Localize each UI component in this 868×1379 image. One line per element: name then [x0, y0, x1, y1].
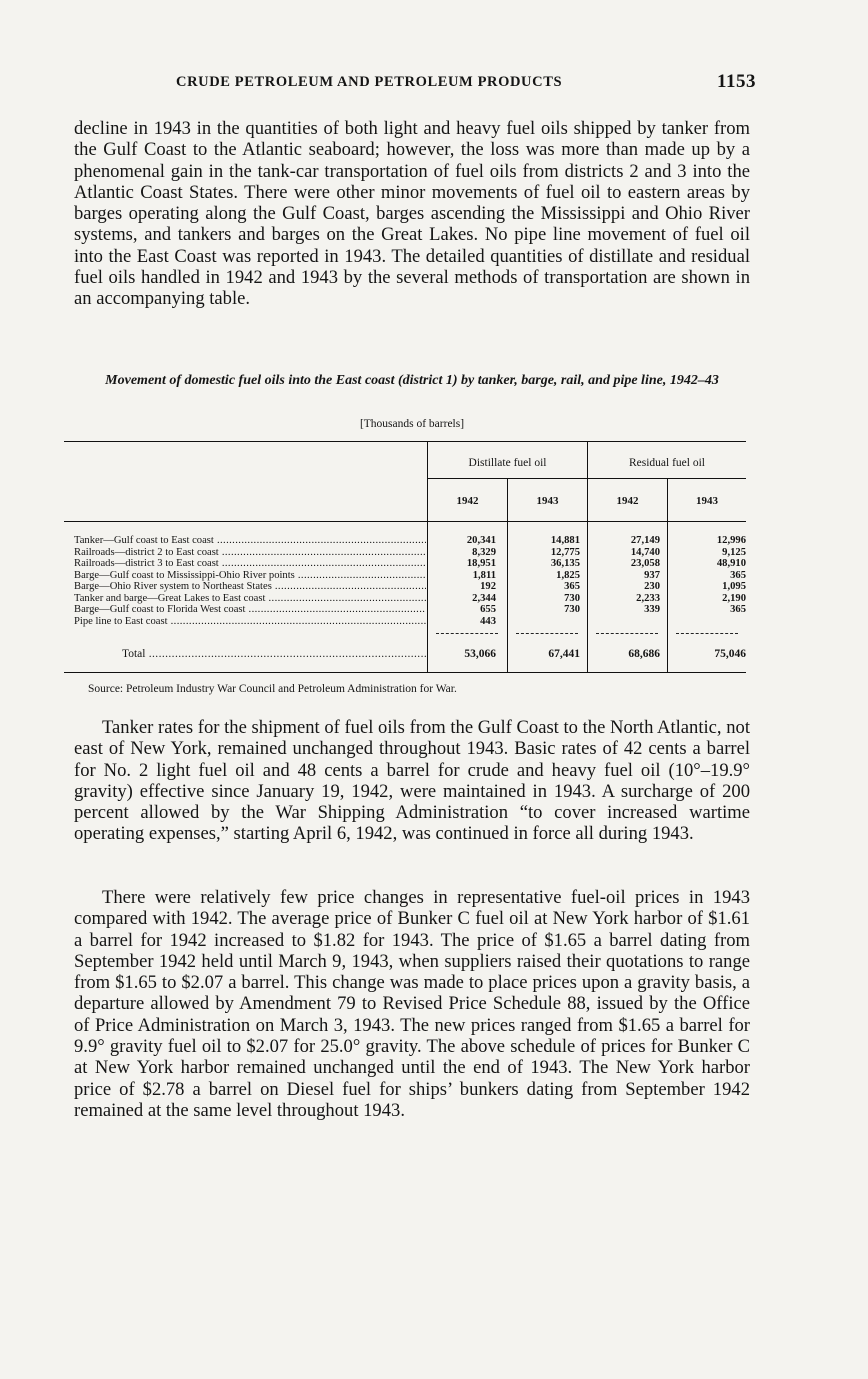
- cell-value: 27,149: [630, 535, 660, 546]
- table-units: [Thousands of barrels]: [359, 418, 465, 430]
- total-rule: [436, 633, 498, 634]
- cell-value: 365: [730, 569, 746, 581]
- total-rule: [676, 633, 738, 634]
- fuel-oil-movement-table: [64, 441, 746, 673]
- table-row: [74, 581, 746, 593]
- year-header-distillate-1943: 1943: [536, 495, 559, 507]
- table-row: [74, 616, 746, 628]
- cell-value: 339: [644, 604, 660, 615]
- cell-value: 655: [480, 604, 496, 615]
- total-value: 68,686: [628, 648, 660, 660]
- body-paragraph-2: Tanker rates for the shipment of fuel oils from the Gulf Coast to the North Atlantic, not east of New York, remained unchanged throughout 1943. Basic rates of 42 cents a barrel for No. 2 light fuel oil and 48 cents a barrel for crude and heavy fuel oil (10°–19.9° gravity) effective since January 19, 1942, were maintained in 1943. A surcharge of 200 percent allowed by the War Shipping Administration “to cover increased wartime operating expenses,” starting April 6, 1942, was continued in force all during 1943.: [74, 717, 750, 845]
- body-paragraph-1: decline in 1943 in the quantities of both light and heavy fuel oils shipped by tanker from the Gulf Coast to the Atlantic seaboard; however, the loss was more than made up by a phenomenal gain in the tank-car transportation of fuel oils from districts 2 and 3 into the Atlantic Coast States. There were other minor movements of fuel oil to eastern areas by barges operating along the Gulf Coast, barges ascending the Mississippi and Ohio River systems, and tankers and barges on the Great Lakes. No pipe line movement of fuel oil into the East Coast was reported in 1943. The detailed quantities of distillate and residual fuel oils handled in 1942 and 1943 by the several methods of transportation are shown in an accompanying table.: [74, 118, 750, 310]
- table-bottom-rule: [64, 672, 746, 673]
- total-rule: [516, 633, 578, 634]
- row-label: Railroads—district 3 to East coast .....: [74, 558, 426, 570]
- cell-value: 14,881: [550, 535, 580, 546]
- total-value: 67,441: [548, 648, 580, 660]
- cell-value: 12,775: [550, 546, 580, 558]
- group-header-distillate: Distillate fuel oil: [468, 457, 547, 469]
- cell-value: 1,825: [556, 569, 580, 581]
- table-row: [74, 535, 746, 547]
- table-caption: Movement of domestic fuel oils into the East coast (district 1) by tanker, barge, rail, and pipe line, 1942–43: [105, 373, 719, 388]
- cell-value: 2,233: [636, 592, 660, 604]
- year-header-residual-1942: 1942: [616, 495, 639, 507]
- cell-value: 12,996: [716, 535, 746, 546]
- cell-value: 23,058: [630, 558, 660, 569]
- year-header-distillate-1942: 1942: [456, 495, 479, 507]
- cell-value: 9,125: [722, 546, 746, 558]
- row-label: Tanker and barge—Great Lakes to East coast .....: [74, 593, 426, 605]
- table-row: [74, 558, 746, 570]
- cell-value: 937: [644, 569, 660, 581]
- cell-value: 20,341: [466, 535, 496, 546]
- row-label: Barge—Gulf coast to Florida West coast .....: [74, 604, 426, 616]
- table-source-note: Source: Petroleum Industry War Council and Petroleum Administration for War.: [88, 683, 457, 695]
- table-row: [74, 604, 746, 616]
- page-number: 1153: [717, 71, 756, 92]
- table-row: [74, 593, 746, 605]
- cell-value: 8,329: [472, 546, 496, 558]
- table-top-rule: [64, 441, 746, 442]
- running-head: [176, 71, 756, 92]
- row-label: Tanker—Gulf coast to East coast .....: [74, 535, 426, 547]
- cell-value: 2,190: [722, 592, 746, 604]
- total-label: Total .....: [74, 649, 426, 661]
- running-title: CRUDE PETROLEUM AND PETROLEUM PRODUCTS: [176, 74, 563, 90]
- group-header-residual: Residual fuel oil: [628, 457, 705, 469]
- table-row: [74, 547, 746, 559]
- row-label: Pipe line to East coast .....: [74, 616, 426, 628]
- total-value: 53,066: [464, 648, 496, 660]
- cell-value: 36,135: [550, 558, 580, 569]
- row-label: Barge—Gulf coast to Mississippi-Ohio River points .....: [74, 570, 426, 582]
- cell-value: 230: [644, 581, 660, 592]
- total-rule: [596, 633, 658, 634]
- cell-value: 730: [564, 592, 580, 604]
- total-value: 75,046: [714, 648, 746, 660]
- body-paragraph-3: There were relatively few price changes in representative fuel-oil prices in 1943 compared with 1942. The average price of Bunker C fuel oil at New York harbor of $1.61 a barrel for 1942 increased to $1.82 for 1943. The price of $1.65 a barrel dating from September 1942 held until March 9, 1943, when suppliers raised their quotations to range from $1.65 to $2.07 a barrel. This change was made to place prices upon a gravity basis, a departure allowed by Amendment 79 to Revised Price Schedule 88, issued by the Office of Price Administration on March 3, 1943. The new prices ranged from $1.65 a barrel for 9.9° gravity fuel oil to $2.07 for 25.0° gravity. The above schedule of prices for Bunker C at New York harbor remained unchanged until the end of 1943. The New York harbor price of $2.78 a barrel on Diesel fuel for ships’ bunkers dating from September 1942 remained at the same level throughout 1943.: [74, 887, 750, 1121]
- cell-value: 48,910: [716, 558, 746, 569]
- table-total-row: [74, 649, 746, 661]
- cell-value: 14,740: [630, 546, 660, 558]
- cell-value: 365: [730, 604, 746, 615]
- cell-value: 365: [564, 581, 580, 592]
- cell-value: 443: [480, 615, 496, 627]
- cell-value: 730: [564, 604, 580, 615]
- cell-value: 1,811: [472, 569, 496, 581]
- header-bottom-rule: [64, 521, 746, 522]
- row-label: Railroads—district 2 to East coast .....: [74, 547, 426, 559]
- row-label: Barge—Ohio River system to Northeast States .....: [74, 581, 426, 593]
- cell-value: 2,344: [472, 592, 496, 604]
- cell-value: 18,951: [466, 558, 496, 569]
- cell-value: 192: [480, 581, 496, 592]
- year-header-residual-1943: 1943: [696, 495, 718, 507]
- cell-value: 1,095: [722, 581, 746, 592]
- table-row: [74, 570, 746, 582]
